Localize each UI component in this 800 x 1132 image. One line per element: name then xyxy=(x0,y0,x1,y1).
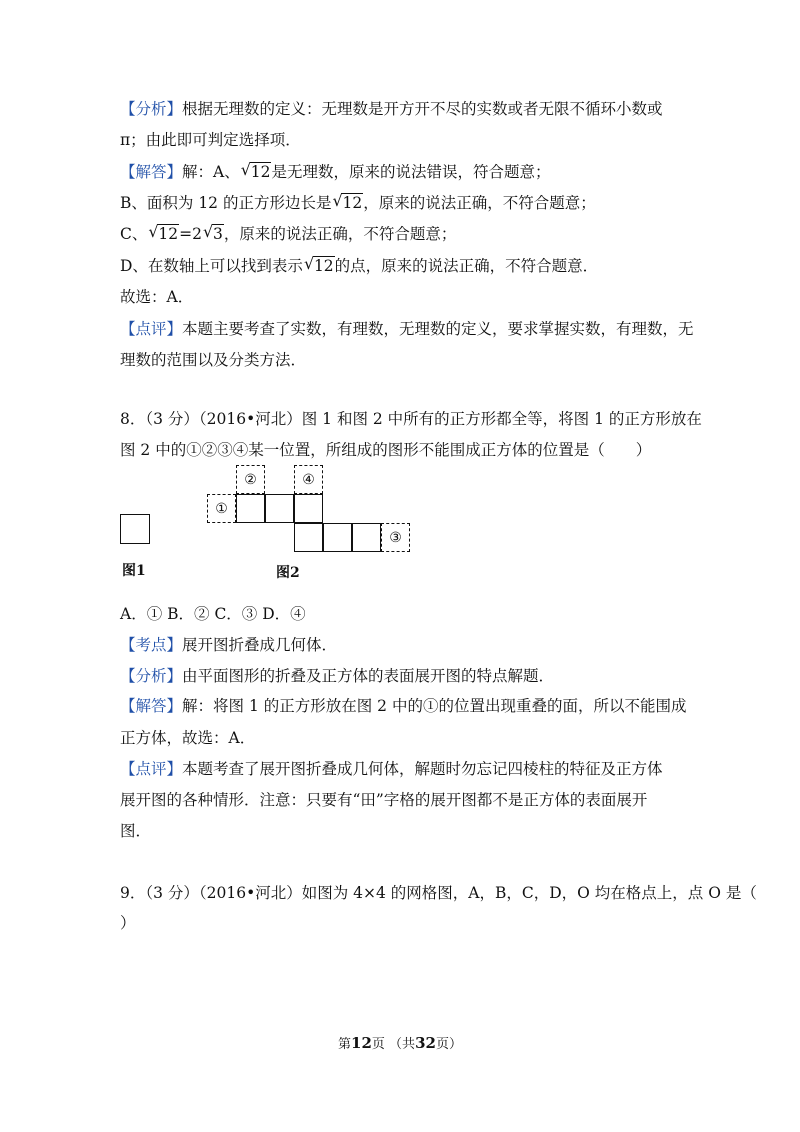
net-square xyxy=(352,523,381,552)
q8-comment-line-3: 图． xyxy=(120,822,152,840)
page-footer: 第12页 （共32页） xyxy=(338,1034,462,1052)
analysis-tag: 【分析】 xyxy=(120,100,183,118)
comment-tag: 【点评】 xyxy=(120,760,183,778)
q9-stem-line-1: 9．（3 分）（2016•河北）如图为 4×4 的网格图，A，B，C，D，O 均在格点上，点 O 是（ xyxy=(120,884,757,902)
q8-options: A．① B．② C．③ D．④ xyxy=(120,605,306,623)
net-square xyxy=(236,494,265,523)
q8-stem-line-2: 图 2 中的①②③④某一位置，所组成的图形不能围成正方体的位置是（ ） xyxy=(120,441,652,459)
solution-line-3: C、√ 12=2√ 3，原来的说法正确，不符合题意； xyxy=(120,223,456,245)
sqrt-symbol: √ 3 xyxy=(203,223,224,245)
position-1: ① xyxy=(207,494,236,523)
solution-tag: 【解答】 xyxy=(120,697,183,715)
sqrt-symbol: √ 12 xyxy=(241,161,272,183)
comment-line-1: 【点评】本题主要考查了实数，有理数，无理数的定义，要求掌握实数，有理数，无 xyxy=(120,320,694,338)
page-total: 32 xyxy=(415,1034,436,1052)
solution-tag: 【解答】 xyxy=(120,163,183,181)
net-square xyxy=(294,494,323,523)
q8-knowledge-point: 【考点】展开图折叠成几何体． xyxy=(120,636,338,654)
comment-tag: 【点评】 xyxy=(120,320,183,338)
net-square xyxy=(265,494,294,523)
page-number: 12 xyxy=(351,1034,372,1052)
position-3: ③ xyxy=(381,523,410,552)
fig2-caption: 图2 xyxy=(276,565,300,581)
position-4: ④ xyxy=(294,465,323,494)
knowledge-tag: 【考点】 xyxy=(120,636,183,654)
q8-solution-line-2: 正方体，故选：A． xyxy=(120,729,256,747)
net-square xyxy=(294,523,323,552)
analysis-tag: 【分析】 xyxy=(120,667,183,685)
position-2: ② xyxy=(236,465,265,494)
net-square xyxy=(323,523,352,552)
q8-stem-line-1: 8．（3 分）（2016•河北）图 1 和图 2 中所有的正方形都全等，将图 1 的正方形放在 xyxy=(120,410,702,428)
sqrt-symbol: √ 12 xyxy=(332,192,363,214)
q8-figure xyxy=(110,462,400,582)
analysis-line-1: 【分析】根据无理数的定义：无理数是开方开不尽的实数或者无限不循环小数或 xyxy=(120,100,663,118)
q8-solution-line-1: 【解答】解：将图 1 的正方形放在图 2 中的①的位置出现重叠的面，所以不能围成 xyxy=(120,697,687,715)
solution-line-1: 【解答】解：A、√ 12是无理数，原来的说法错误，符合题意； xyxy=(120,161,550,183)
fig1-caption: 图1 xyxy=(122,563,146,579)
fig1-square xyxy=(120,514,150,544)
analysis-line-2: π；由此即可判定选择项． xyxy=(120,131,301,149)
solution-line-4: D、在数轴上可以找到表示√ 12的点，原来的说法正确，不符合题意． xyxy=(120,255,598,277)
q8-comment-line-2: 展开图的各种情形．注意：只要有“田”字格的展开图都不是正方体的表面展开 xyxy=(120,791,648,809)
q8-comment-line-1: 【点评】本题考查了展开图折叠成几何体，解题时勿忘记四棱柱的特征及正方体 xyxy=(120,760,663,778)
solution-line-2: B、面积为 12 的正方形边长是√ 12，原来的说法正确，不符合题意； xyxy=(120,192,596,214)
comment-line-2: 理数的范围以及分类方法． xyxy=(120,351,307,369)
sqrt-symbol: √ 12 xyxy=(148,223,179,245)
q9-stem-line-2: ） xyxy=(120,914,136,932)
sqrt-symbol: √ 12 xyxy=(304,255,335,277)
answer-line: 故选：A． xyxy=(120,288,194,306)
q8-analysis: 【分析】由平面图形的折叠及正方体的表面展开图的特点解题． xyxy=(120,667,555,685)
